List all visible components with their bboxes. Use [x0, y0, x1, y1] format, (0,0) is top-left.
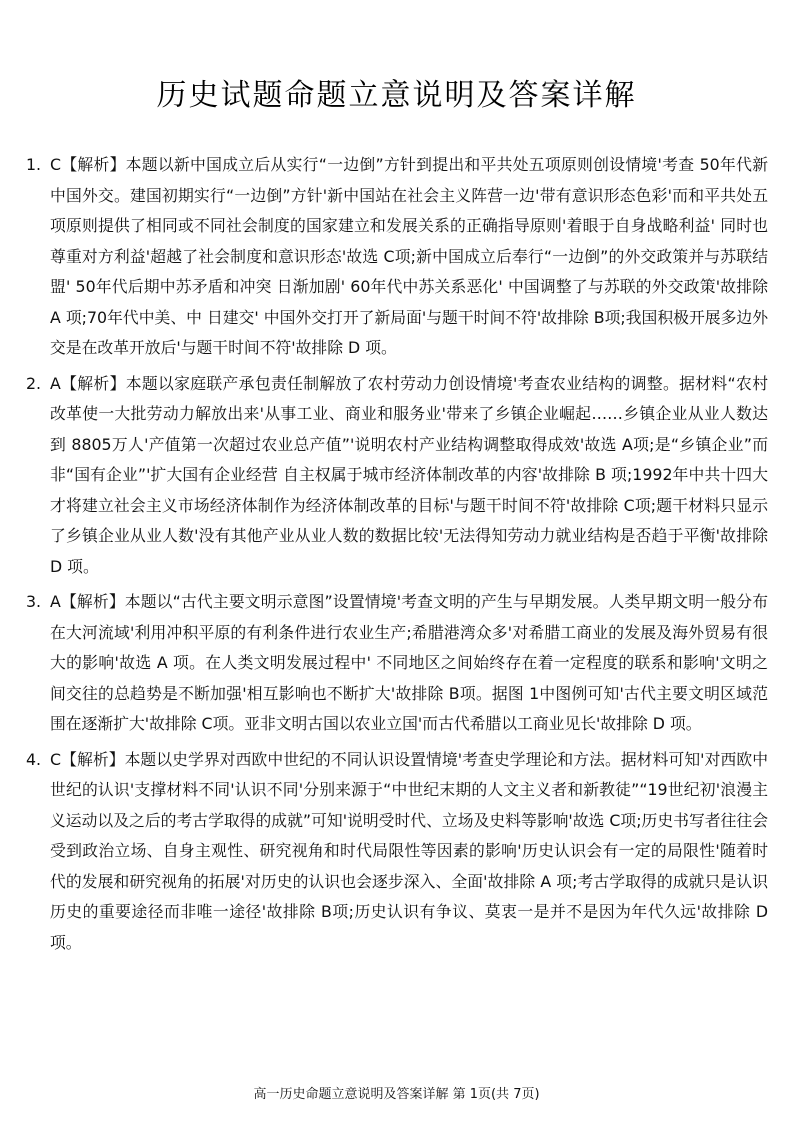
answer-item-4: [26, 745, 768, 959]
item-number: 2.: [26, 373, 42, 393]
item-text: A【解析】本题以家庭联产承包责任制解放了农村劳动力创设情境'考查农业结构的调整。据材料“农村改革使一大批劳动力解放出来'从事工业、商业和服务业'带来了乡镇企业崛起……乡镇企业从业人数达到 8805万人'产值第一次超过农业总产值”'说明农村产业结构调整取得成效'故选 A项;是“乡镇企业”而非“国有企业”'扩大国有企业经营 自主权属于城市经济体制改革的内容'故排除 B 项;1992年中共十四大才将建立社会主义市场经济体制作为经济体制改革的目标'与题干时间不符'故排除 C项;题干材料只显示了乡镇企业从业人数'没有其他产业从业人数的数据比较'无法得知劳动力就业结构是否趋于平衡'故排除 D 项。: [50, 373, 768, 576]
item-number: 4.: [26, 749, 42, 769]
answer-item-1: [26, 150, 768, 364]
item-number: 3.: [26, 592, 42, 611]
item-number: 1.: [26, 155, 42, 174]
page-footer: 高一历史命题立意说明及答案详解 第 1页(共 7页): [253, 1087, 540, 1102]
item-text: C【解析】本题以新中国成立后从实行“一边倒”方针到提出和平共处五项原则创设情境'考查 50年代新中国外交。建国初期实行“一边倒”方针'新中国站在社会主义阵营一边'带有意识形态色彩'而和平共处五项原则提供了相同或不同社会制度的国家建立和发展关系的正确指导原则'着眼于自身战略利益' 同时也尊重对方利益'超越了社会制度和意识形态'故选 C项;新中国成立后奉行“一边倒”的外交政策并与苏联结盟' 50年代后期中苏矛盾和冲突 日渐加剧' 60年代中苏关系恶化' 中国调整了与苏联的外交政策'故排除 A 项;70年代中美、中 日建交' 中国外交打开了新局面'与题干时间不符'故排除 B项;我国积极开展多边外交是在改革开放后'与题干时间不符'故排除 D 项。: [50, 155, 768, 357]
answer-item-3: [26, 587, 768, 740]
item-text: C【解析】本题以史学界对西欧中世纪的不同认识设置情境'考查史学理论和方法。据材料可知'对西欧中世纪的认识'支撑材料不同'认识不同'分别来源于“中世纪末期的人文主义者和新教徒”“19世纪初'浪漫主义运动以及之后的考古学取得的成就”可知'说明受时代、立场及史料等影响'故选 C项;历史书写者往往会受到政治立场、自身主观性、研究视角和时代局限性等因素的影响'历史认识会有一定的局限性'随着时代的发展和研究视角的拓展'对历史的认识也会逐步深入、全面'故排除 A 项;考古学取得的成就只是认识历史的重要途径而非唯一途径'故排除 B项;历史认识有争议、莫衷一是并不是因为年代久远'故排除 D 项。: [50, 749, 768, 952]
answer-item-2: [26, 369, 768, 583]
answer-list: [26, 150, 768, 963]
page-title: 历史试题命题立意说明及答案详解: [156, 78, 637, 113]
item-text: A【解析】本题以“古代主要文明示意图”设置情境'考查文明的产生与早期发展。人类早期文明一般分布在大河流域'利用冲积平原的有利条件进行农业生产;希腊港湾众多'对希腊工商业的发展及海外贸易有很大的影响'故选 A 项。在人类文明发展过程中' 不同地区之间始终存在着一定程度的联系和影响'文明之间交往的总趋势是不断加强'相互影响也不断扩大'故排除 B项。据图 1中图例可知'古代主要文明区域范围在逐渐扩大'故排除 C项。亚非文明古国以农业立国'而古代希腊以工商业见长'故排除 D 项。: [50, 592, 768, 733]
